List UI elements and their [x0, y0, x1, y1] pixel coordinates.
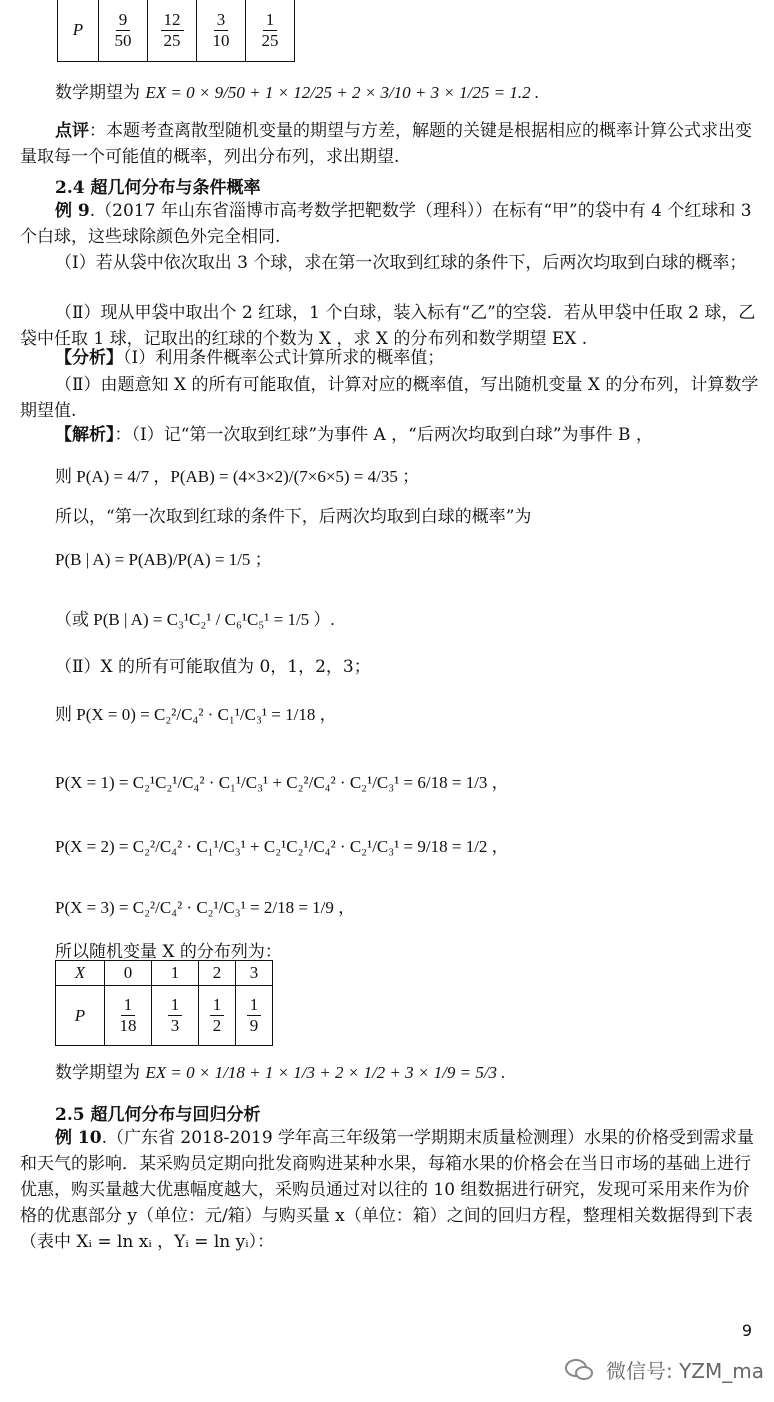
analysis-part-2: （Ⅱ）由题意知 X 的所有可能取值，计算对应的概率值，写出随机变量 X 的分布列，计算数学期望值. [20, 375, 759, 421]
solution-line-10: 所以随机变量 X 的分布列为： [55, 942, 282, 962]
example-9-part-1: （Ⅰ）若从袋中依次取出 3 个球，求在第一次取到红球的条件下，后两次均取到白球的概率； [55, 253, 747, 273]
solution-line-6: 则 P(X = 0) = C₂²/C₄² · C₁¹/C₃¹ = 1/18 ， [55, 705, 337, 724]
table-x-label: X [56, 961, 105, 986]
solution-line-8: P(X = 2) = C₂²/C₄² · C₁¹/C₃¹ + C₂¹C₂¹/C₄² · C₂¹/C₃¹ = 9/18 = 1/2 ， [55, 837, 509, 856]
top-distribution-table: P $\frac{9}{50}$ $\frac{12}{25}$ $\frac{3}{10}$ $\frac{1}{25}$ [57, 0, 295, 62]
solution-line-3: P(B | A) = P(AB)/P(A) = 1/5 ； [55, 550, 272, 569]
solution-line-9: P(X = 3) = C₂²/C₄² · C₂¹/C₃¹ = 2/18 = 1/9 ， [55, 898, 356, 917]
solution-line-2: 所以，“第一次取到红球的条件下，后两次均取到白球的概率”为 [55, 507, 532, 527]
expectation-line-1: 数学期望为 EX = 0 × 9/50 + 1 × 12/25 + 2 × 3/10 + 3 × 1/25 = 1.2 . [55, 83, 540, 103]
wechat-icon [564, 1357, 594, 1388]
solution-intro: 【解析】：（Ⅰ）记“第一次取到红球”为事件 A ，“后两次均取到白球”为事件 B ， [55, 425, 653, 445]
example-9-paragraph: 例 9.（2017 年山东省淄博市高考数学把靶数学（理科））在标有“甲”的袋中有 4 个红球和 3 个白球，这些球除颜色外完全相同. [20, 201, 752, 247]
section-heading-2-4: 2.4 超几何分布与条件概率 [55, 178, 261, 198]
solution-line-1: 则 P(A) = 4/7 ，P(AB) = (4×3×2)/(7×6×5) = 4/35 ； [55, 467, 420, 486]
wechat-watermark: 微信号: YZM_ma [564, 1355, 764, 1388]
table-p-label: P [56, 986, 105, 1046]
solution-line-5: （Ⅱ）X 的所有可能取值为 0，1，2，3； [55, 657, 371, 677]
comment-paragraph: 点评：本题考查离散型随机变量的期望与方差，解题的关键是根据相应的概率计算公式求出变量取每一个可能值的概率，列出分布列，求出期望. [20, 121, 752, 167]
solution-line-7: P(X = 1) = C₂¹C₂¹/C₄² · C₁¹/C₃¹ + C₂²/C₄² · C₂¹/C₃¹ = 6/18 = 1/3 ， [55, 773, 509, 792]
page-number: 9 [741, 1321, 752, 1340]
table-row-label: P [58, 0, 99, 62]
section-heading-2-5: 2.5 超几何分布与回归分析 [55, 1105, 261, 1125]
solution-line-4: （或 P(B | A) = C₃¹C₂¹ / C₆¹C₅¹ = 1/5 ）. [55, 610, 335, 629]
expectation-line-2: 数学期望为 EX = 0 × 1/18 + 1 × 1/3 + 2 × 1/2 + 3 × 1/9 = 5/3 . [55, 1063, 506, 1083]
example-10-paragraph: 例 10.（广东省 2018-2019 学年高三年级第一学期期末质量检测理）水果的价格受到需求量和天气的影响．某采购员定期向批发商购进某种水果，每箱水果的价格会在当日市场的基础上进行优惠，购买量越大优惠幅度越大，采购员通过对以往的 10 组数据进行研究，发现可采用来作为价格的优惠部分 y（单位：元/箱）与购买量 x（单位：箱）之间的回归方程，整理相关数据得到下表（表中 Xᵢ = ln xᵢ ，Yᵢ = ln yᵢ）： [20, 1128, 755, 1252]
example-9-part-2: （Ⅱ）现从甲袋中取出个 2 红球，1 个白球，装入标有“乙”的空袋．若从甲袋中任取 2 球，乙袋中任取 1 球，记取出的红球的个数为 X ，求 X 的分布列和数学期望 EX . [20, 303, 756, 349]
analysis-paragraph: 【分析】（Ⅰ）利用条件概率公式计算所求的概率值； [55, 348, 445, 368]
distribution-table: X 0 1 2 3 P $\frac{1}{18}$ $\frac{1}{3}$ $\frac{1}{2}$ $\frac{1}{9}$ [55, 960, 273, 1046]
